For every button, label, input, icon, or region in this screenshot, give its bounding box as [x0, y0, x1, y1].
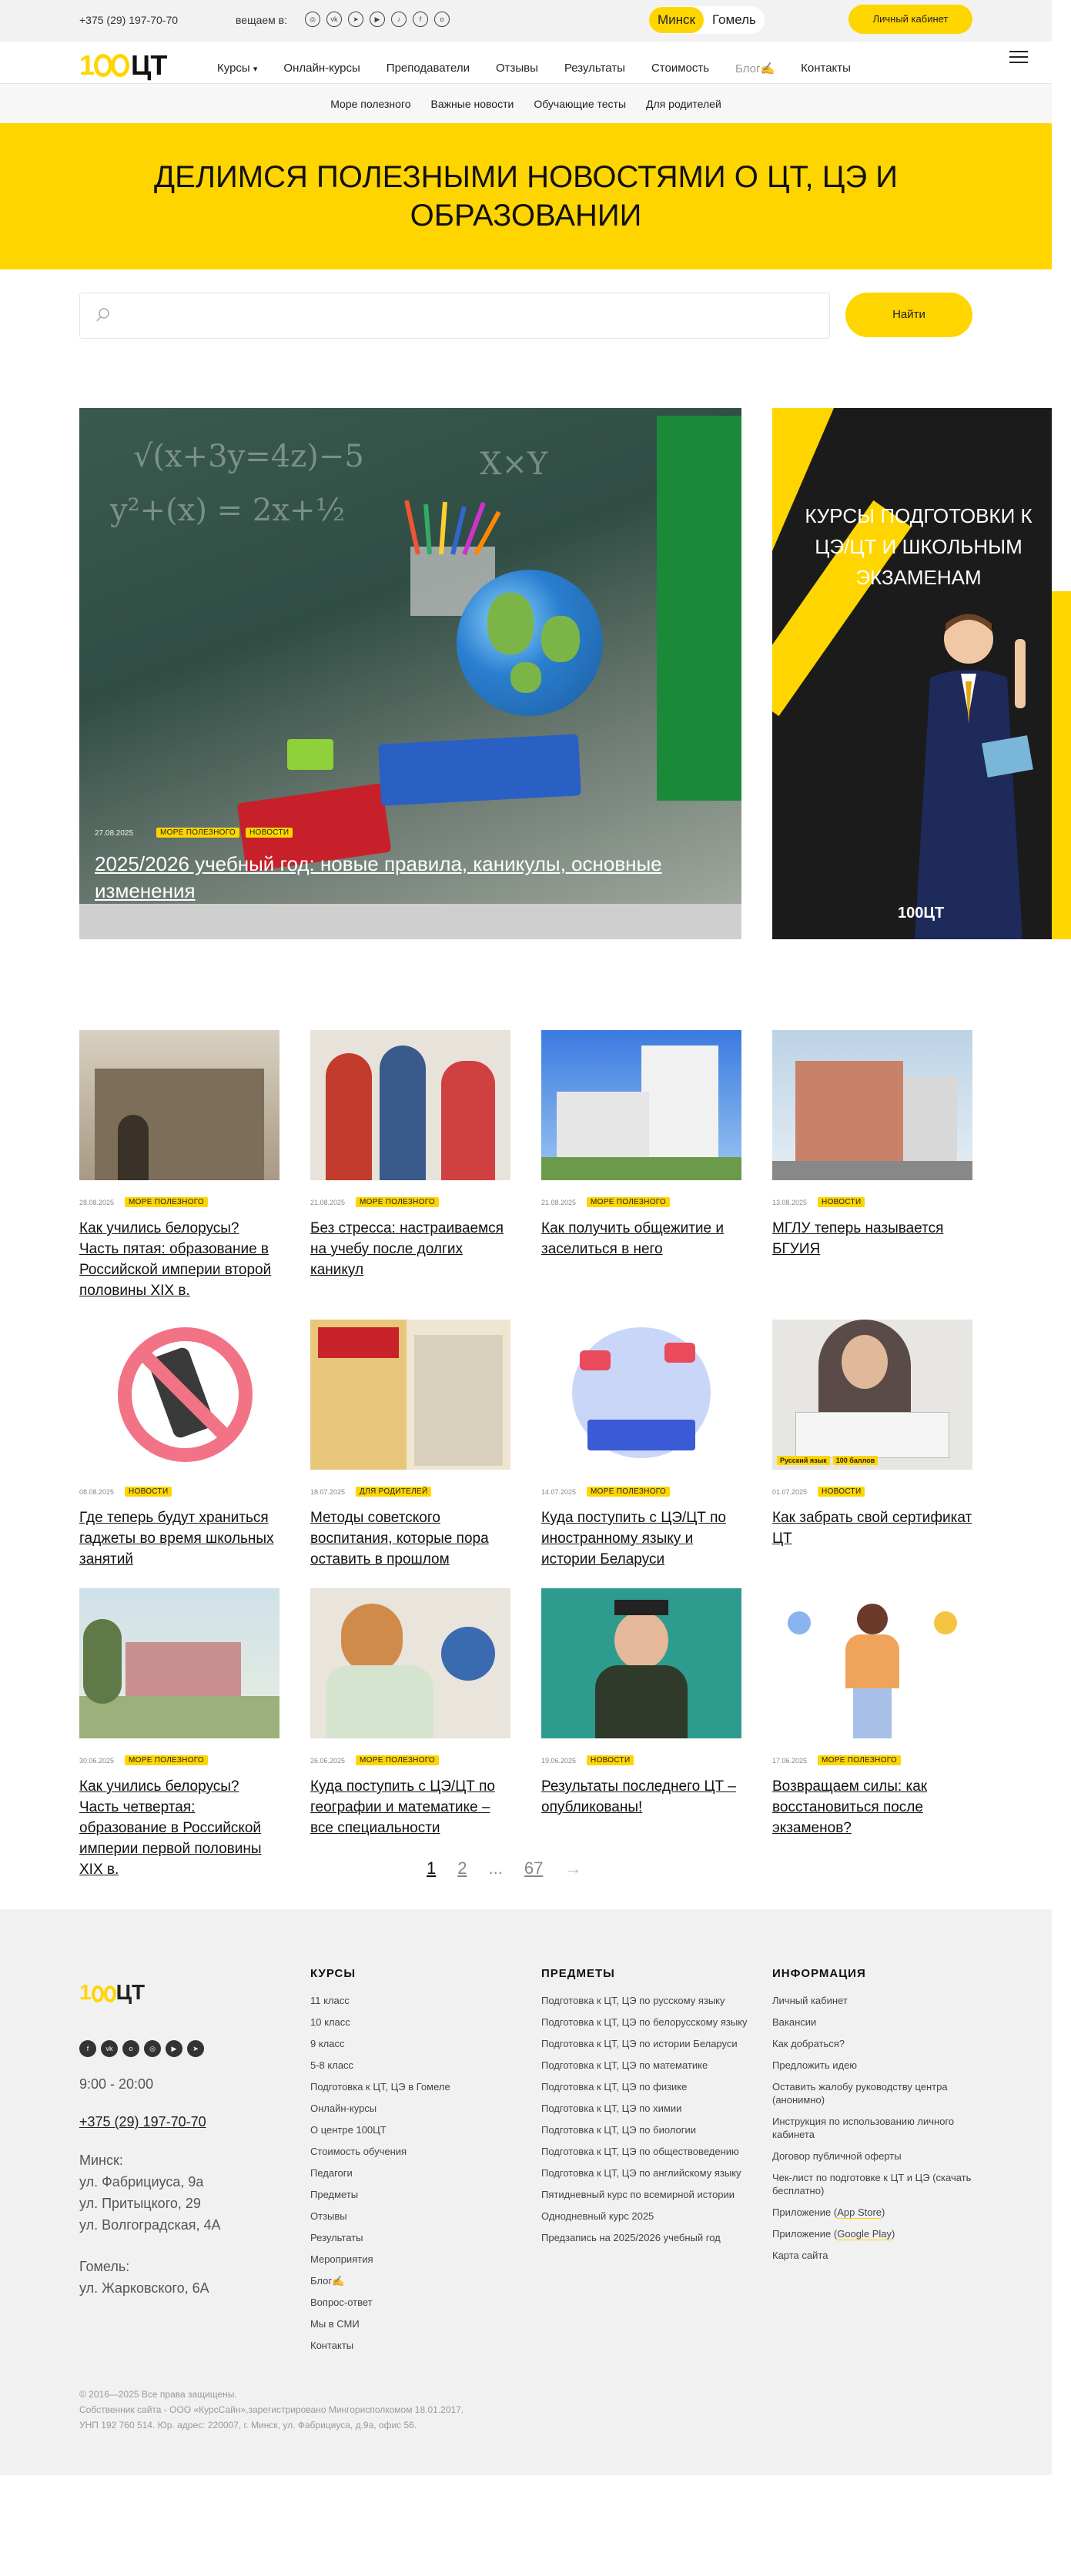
featured-date: 27.08.2025: [95, 829, 134, 838]
article-title[interactable]: Результаты последнего ЦТ – опубликованы!: [541, 1778, 736, 1815]
footer-subjects-title: ПРЕДМЕТЫ: [541, 1967, 615, 1980]
footer-subject-link[interactable]: Подготовка к ЦТ, ЦЭ по обществоведению: [541, 2146, 739, 2157]
university-photo[interactable]: [772, 1030, 972, 1180]
footer-info-link[interactable]: Инструкция по использованию личного кабинета: [772, 2116, 955, 2140]
menu-icon[interactable]: [1009, 51, 1028, 63]
girl-globe-photo[interactable]: [310, 1588, 510, 1738]
search-button[interactable]: Найти: [845, 293, 972, 337]
footer-subject-link[interactable]: Подготовка к ЦТ, ЦЭ по биологии: [541, 2124, 697, 2136]
page-title: ДЕЛИМСЯ ПОЛЕЗНЫМИ НОВОСТЯМИ О ЦТ, ЦЭ И ОБРАЗОВАНИИ: [154, 160, 898, 233]
subnav-important-news[interactable]: Важные новости: [430, 97, 514, 110]
certificate-score-label: 100 баллов: [833, 1456, 878, 1465]
footer-subject-link[interactable]: Подготовка к ЦТ, ЦЭ по химии: [541, 2103, 682, 2114]
search-input[interactable]: [122, 301, 815, 332]
article-date: 30.06.2025: [79, 1756, 115, 1765]
search-box: [79, 293, 830, 339]
promo-banner[interactable]: [772, 408, 1052, 939]
hero-banner: [0, 123, 1052, 269]
article-date: 21.08.2025: [310, 1198, 346, 1206]
footer-info-link[interactable]: Предложить идею: [772, 2059, 858, 2071]
footer-info-link[interactable]: Как добраться?: [772, 2038, 845, 2049]
article-title[interactable]: МГЛУ теперь называется БГУИЯ: [772, 1220, 944, 1257]
footer-subject-link[interactable]: Подготовка к ЦТ, ЦЭ по русскому языку: [541, 1995, 725, 2006]
footer-course-link[interactable]: 11 класс: [310, 1995, 350, 2006]
article-date: 01.07.2025: [772, 1487, 808, 1496]
featured-article-image: √(x+3y=4z)−5 y²+(x) = 2x+½ X×Y: [79, 408, 741, 904]
page-last[interactable]: 67: [524, 1858, 544, 1878]
nav-item-teachers[interactable]: Преподаватели: [386, 62, 470, 75]
footer-info-title: ИНФОРМАЦИЯ: [772, 1967, 866, 1980]
article-date: 14.07.2025: [541, 1487, 577, 1496]
nav-item-reviews[interactable]: Отзывы: [495, 62, 538, 75]
nav-item-contacts[interactable]: Контакты: [801, 62, 851, 75]
article-date: 13.08.2025: [772, 1198, 808, 1206]
vk-icon[interactable]: vk: [326, 12, 342, 27]
article-tag[interactable]: МОРЕ ПОЛЕЗНОГО: [818, 1755, 901, 1765]
article-title[interactable]: Как забрать свой сертификат ЦТ: [772, 1510, 972, 1547]
article-date: 08.08.2025: [79, 1487, 115, 1496]
article-tag[interactable]: МОРЕ ПОЛЕЗНОГО: [125, 1755, 208, 1765]
footer-phone[interactable]: +375 (29) 197-70-70: [79, 2114, 206, 2129]
footer-gomel-addresses: Гомель: ул. Жарковского, 6А: [79, 2259, 209, 2296]
article-card[interactable]: [79, 1030, 279, 1301]
footer-copyright: © 2016—2025 Все права защищены. Собственник сайта - ООО «КурсСайн»,зарегистрировано Мингорисполкомом 18.01.2017. УНП 192 760 514. Юр. адрес: 220007, г. Минск, ул. Фабрициуса, д.9а, офис 56.: [79, 2389, 464, 2430]
footer-subject-link[interactable]: Подготовка к ЦТ, ЦЭ по истории Беларуси: [541, 2038, 738, 2049]
footer-course-link[interactable]: Онлайн-курсы: [310, 2103, 377, 2114]
article-card[interactable]: [79, 1320, 279, 1570]
arrow-right-icon[interactable]: →: [564, 1858, 582, 1878]
chevron-down-icon: ▾: [253, 65, 258, 74]
footer-course-link[interactable]: О центре 100ЦТ: [310, 2124, 387, 2136]
article-card[interactable]: [772, 1030, 972, 1260]
featured-title[interactable]: 2025/2026 учебный год: новые правила, каникулы, основные изменения: [95, 852, 662, 902]
nav-item-blog[interactable]: Блог✍️: [735, 62, 775, 75]
footer-info-link[interactable]: Оставить жалобу руководству центра (анонимно): [772, 2081, 948, 2106]
article-title[interactable]: Без стресса: настраиваемся на учебу после долгих каникул: [310, 1220, 504, 1278]
odnoklassniki-icon[interactable]: о: [122, 2040, 139, 2057]
footer-subject-link[interactable]: Подготовка к ЦТ, ЦЭ по математике: [541, 2059, 708, 2071]
certificate-photo[interactable]: [772, 1320, 972, 1470]
article-tag[interactable]: НОВОСТИ: [125, 1487, 172, 1497]
instagram-icon[interactable]: ◎: [144, 2040, 161, 2057]
footer-subject-link[interactable]: Подготовка к ЦТ, ЦЭ по физике: [541, 2081, 688, 2093]
article-tag[interactable]: МОРЕ ПОЛЕЗНОГО: [587, 1487, 670, 1497]
google-play-link[interactable]: Приложение (Google Play): [772, 2228, 895, 2240]
article-tag[interactable]: МОРЕ ПОЛЕЗНОГО: [587, 1197, 670, 1207]
odnoklassniki-icon[interactable]: о: [434, 12, 450, 27]
footer-course-link[interactable]: Результаты: [310, 2232, 363, 2243]
page-2[interactable]: 2: [457, 1858, 467, 1878]
footer-info-column: [772, 1967, 980, 2270]
footer-course-link[interactable]: Вопрос-ответ: [310, 2297, 373, 2308]
footer-courses-column: [310, 1967, 518, 2360]
page-1[interactable]: 1: [427, 1858, 437, 1878]
footer-course-link[interactable]: Стоимость обучения: [310, 2146, 407, 2157]
nav-item-online-courses[interactable]: Онлайн-курсы: [283, 62, 360, 75]
article-date: 28.08.2025: [79, 1198, 115, 1206]
article-title[interactable]: Как получить общежитие и заселиться в него: [541, 1220, 724, 1257]
article-card[interactable]: [772, 1588, 972, 1838]
youtube-icon[interactable]: ▶: [370, 12, 385, 27]
city-switcher: [649, 6, 765, 34]
footer-course-link[interactable]: Педагоги: [310, 2167, 353, 2179]
vk-icon[interactable]: vk: [101, 2040, 118, 2057]
footer-courses-title: КУРСЫ: [310, 1967, 356, 1980]
article-card[interactable]: [772, 1320, 972, 1549]
footer-course-link[interactable]: Мы в СМИ: [310, 2318, 360, 2330]
city-minsk-button[interactable]: Минск: [649, 7, 704, 33]
article-title[interactable]: Как учились белорусы? Часть четвертая: образование в Российской империи первой половины XIX в.: [79, 1778, 262, 1878]
balance-illustration[interactable]: [772, 1588, 972, 1738]
footer-subject-link[interactable]: Однодневный курс 2025: [541, 2210, 654, 2222]
students-photo[interactable]: [310, 1030, 510, 1180]
footer-subject-link[interactable]: Подготовка к ЦТ, ЦЭ по английскому языку: [541, 2167, 741, 2179]
facebook-icon[interactable]: f: [413, 12, 428, 27]
subnav-useful[interactable]: Море полезного: [330, 97, 411, 110]
footer-course-link[interactable]: Контакты: [310, 2340, 354, 2351]
article-tag[interactable]: ДЛЯ РОДИТЕЛЕЙ: [356, 1487, 431, 1497]
article-tag[interactable]: НОВОСТИ: [587, 1755, 634, 1765]
footer-subjects-column: [541, 1967, 749, 2253]
nav-item-results[interactable]: Результаты: [564, 62, 625, 75]
certificate-subject-label: Русский язык: [777, 1456, 830, 1465]
side-widget-tab[interactable]: [1052, 591, 1071, 939]
article-card[interactable]: [79, 1588, 279, 1880]
article-title[interactable]: Куда поступить с ЦЭ/ЦТ по географии и математике – все специальности: [310, 1778, 495, 1836]
footer-course-link[interactable]: Отзывы: [310, 2210, 347, 2222]
article-date: 17.06.2025: [772, 1756, 808, 1765]
article-card[interactable]: [310, 1588, 510, 1838]
article-date: 26.06.2025: [310, 1756, 346, 1765]
nav-menu: [217, 62, 877, 75]
telegram-icon[interactable]: ➤: [187, 2040, 204, 2057]
site-map-link[interactable]: Карта сайта: [772, 2250, 828, 2261]
promo-text: КУРСЫ ПОДГОТОВКИ К ЦЭ/ЦТ И ШКОЛЬНЫМ ЭКЗАМЕНАМ: [805, 504, 1033, 589]
youtube-icon[interactable]: ▶: [166, 2040, 182, 2057]
featured-tags: [156, 828, 293, 838]
footer-course-link[interactable]: Мероприятия: [310, 2253, 373, 2265]
old-building-photo[interactable]: [79, 1030, 279, 1180]
article-title[interactable]: Возвращаем силы: как восстановиться после экзаменов?: [772, 1778, 928, 1836]
no-phone-illustration[interactable]: [79, 1320, 279, 1470]
article-title[interactable]: Как учились белорусы? Часть пятая: образование в Российской империи второй половины XIX в.: [79, 1220, 272, 1299]
footer-info-link[interactable]: Чек-лист по подготовке к ЦТ и ЦЭ (скачать бесплатно): [772, 2172, 972, 2196]
article-tag[interactable]: МОРЕ ПОЛЕЗНОГО: [125, 1197, 208, 1207]
featured-tag[interactable]: МОРЕ ПОЛЕЗНОГО: [156, 828, 239, 838]
footer-course-link[interactable]: Предметы: [310, 2189, 359, 2200]
personal-cabinet-button[interactable]: Личный кабинет: [848, 5, 972, 34]
pagination-dots: ...: [488, 1858, 503, 1878]
article-title[interactable]: Куда поступить с ЦЭ/ЦТ по иностранному языку и истории Беларуси: [541, 1510, 726, 1567]
article-title[interactable]: Методы советского воспитания, которые пора оставить в прошлом: [310, 1510, 489, 1567]
blog-subnav: [0, 83, 1052, 123]
estate-painting[interactable]: [79, 1588, 279, 1738]
footer-course-link[interactable]: Подготовка к ЦТ, ЦЭ в Гомеле: [310, 2081, 450, 2093]
dormitory-photo[interactable]: [541, 1030, 741, 1180]
article-card[interactable]: [541, 1588, 741, 1818]
featured-article[interactable]: [79, 408, 741, 939]
footer-subject-link[interactable]: Предзапись на 2025/2026 учебный год: [541, 2232, 721, 2243]
social-icons: [305, 12, 450, 27]
city-gomel-button[interactable]: Гомель: [711, 12, 756, 27]
article-date: 21.08.2025: [541, 1198, 577, 1206]
soviet-poster[interactable]: [310, 1320, 510, 1470]
article-card[interactable]: [541, 1030, 741, 1260]
footer-minsk-addresses: Минск: ул. Фабрициуса, 9а ул. Притыцкого, 29 ул. Волгоградская, 4А: [79, 2153, 221, 2233]
search-icon: [95, 307, 111, 323]
footer-subject-link[interactable]: Пятидневный курс по всемирной истории: [541, 2189, 735, 2200]
footer-course-link[interactable]: 10 класс: [310, 2016, 350, 2028]
languages-illustration[interactable]: [541, 1320, 741, 1470]
promo-logo: 100ЦТ: [898, 905, 945, 922]
site-logo[interactable]: 1 ЦТ: [79, 49, 167, 81]
article-tag[interactable]: НОВОСТИ: [818, 1197, 865, 1207]
telegram-icon[interactable]: ➤: [348, 12, 363, 27]
footer-course-link[interactable]: 9 класс: [310, 2038, 345, 2049]
article-tag[interactable]: МОРЕ ПОЛЕЗНОГО: [356, 1197, 439, 1207]
featured-tag[interactable]: НОВОСТИ: [246, 828, 293, 838]
article-tag[interactable]: НОВОСТИ: [818, 1487, 865, 1497]
teacher-illustration: [907, 608, 1038, 939]
footer-course-link[interactable]: Блог✍️: [310, 2275, 345, 2287]
instagram-icon[interactable]: ◎: [305, 12, 320, 27]
broadcast-label: вещаем в:: [236, 14, 287, 26]
article-card[interactable]: [310, 1030, 510, 1280]
footer-info-link[interactable]: Договор публичной оферты: [772, 2150, 902, 2162]
article-tag[interactable]: МОРЕ ПОЛЕЗНОГО: [356, 1755, 439, 1765]
tiktok-icon[interactable]: ♪: [391, 12, 407, 27]
top-phone-link[interactable]: +375 (29) 197-70-70: [79, 14, 179, 26]
footer-info-link[interactable]: Личный кабинет: [772, 1995, 848, 2006]
article-card[interactable]: [541, 1320, 741, 1570]
article-title[interactable]: Где теперь будут храниться гаджеты во время школьных занятий: [79, 1510, 274, 1567]
pagination: [427, 1858, 581, 1878]
nav-item-courses[interactable]: Курсы ▾: [217, 62, 258, 75]
facebook-icon[interactable]: f: [79, 2040, 96, 2057]
article-date: 19.06.2025: [541, 1756, 577, 1765]
happy-girl-photo[interactable]: [541, 1588, 741, 1738]
footer-social-icons: [79, 2040, 204, 2057]
footer-logo[interactable]: 1 ЦТ: [79, 1980, 146, 2004]
subnav-tests[interactable]: Обучающие тесты: [534, 97, 627, 110]
nav-item-price[interactable]: Стоимость: [651, 62, 710, 75]
footer-info-link[interactable]: Вакансии: [772, 2016, 817, 2028]
app-store-link[interactable]: Приложение (App Store): [772, 2206, 885, 2218]
article-card[interactable]: [310, 1320, 510, 1570]
subnav-parents[interactable]: Для родителей: [646, 97, 721, 110]
footer-hours: 9:00 - 20:00: [79, 2076, 154, 2092]
article-date: 18.07.2025: [310, 1487, 346, 1496]
footer-subject-link[interactable]: Подготовка к ЦТ, ЦЭ по белорусскому языку: [541, 2016, 748, 2028]
footer-course-link[interactable]: 5-8 класс: [310, 2059, 354, 2071]
